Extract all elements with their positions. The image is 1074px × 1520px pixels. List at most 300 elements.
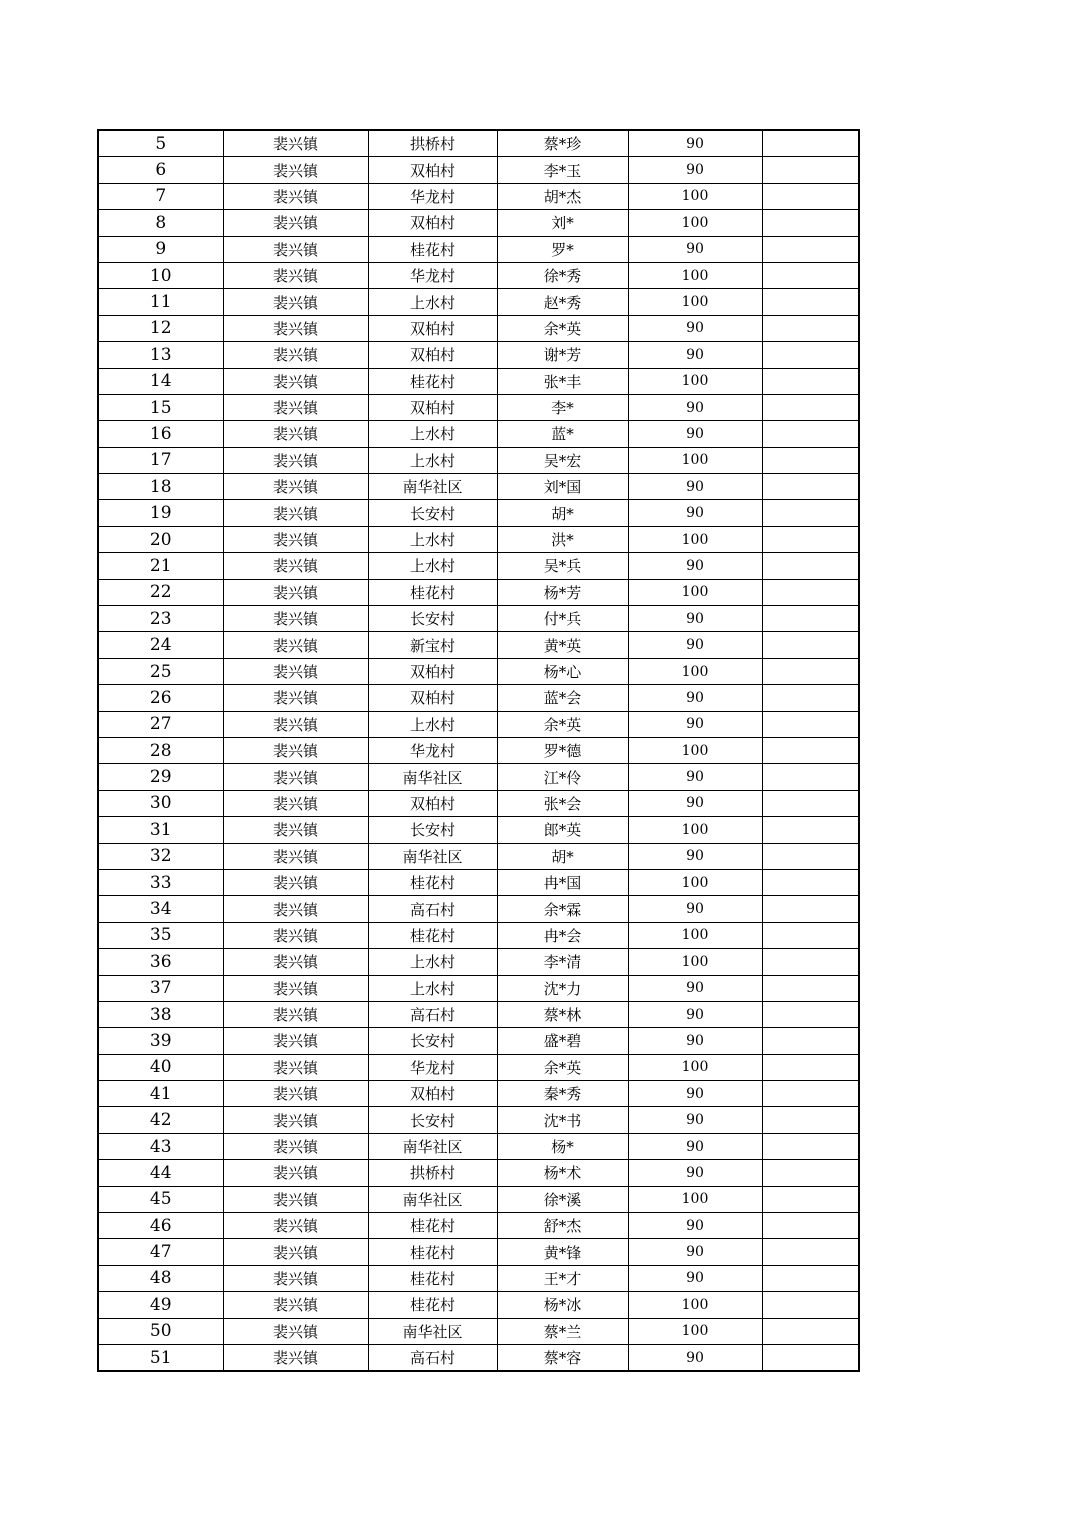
village-cell: 桂花村	[368, 922, 497, 948]
serial-number-cell: 45	[98, 1186, 223, 1212]
table-row	[98, 606, 859, 632]
table-row	[98, 368, 859, 394]
amount-cell: 90	[628, 1239, 762, 1265]
name-cell: 余*霖	[497, 896, 628, 922]
amount-cell: 90	[628, 1028, 762, 1054]
serial-number-cell: 6	[98, 157, 223, 183]
village-cell: 南华社区	[368, 764, 497, 790]
town-cell: 裴兴镇	[223, 236, 368, 262]
village-cell: 长安村	[368, 1028, 497, 1054]
serial-number-cell: 31	[98, 817, 223, 843]
amount-cell: 90	[628, 1133, 762, 1159]
village-cell: 华龙村	[368, 737, 497, 763]
serial-number-cell: 37	[98, 975, 223, 1001]
name-cell: 刘*	[497, 210, 628, 236]
amount-cell: 100	[628, 817, 762, 843]
serial-number-cell: 50	[98, 1318, 223, 1344]
serial-number-cell: 7	[98, 183, 223, 209]
amount-cell: 90	[628, 685, 762, 711]
name-cell: 张*会	[497, 790, 628, 816]
name-cell: 吴*兵	[497, 553, 628, 579]
town-cell: 裴兴镇	[223, 1107, 368, 1133]
village-cell: 长安村	[368, 1107, 497, 1133]
name-cell: 秦*秀	[497, 1081, 628, 1107]
serial-number-cell: 13	[98, 342, 223, 368]
table-row	[98, 1213, 859, 1239]
serial-number-cell: 36	[98, 949, 223, 975]
name-cell: 黄*英	[497, 632, 628, 658]
serial-number-cell: 30	[98, 790, 223, 816]
remark-cell	[762, 737, 859, 763]
remark-cell	[762, 1001, 859, 1027]
name-cell: 李*	[497, 394, 628, 420]
village-cell: 双柏村	[368, 658, 497, 684]
name-cell: 盛*碧	[497, 1028, 628, 1054]
amount-cell: 90	[628, 500, 762, 526]
remark-cell	[762, 342, 859, 368]
table-row	[98, 553, 859, 579]
town-cell: 裴兴镇	[223, 764, 368, 790]
remark-cell	[762, 1028, 859, 1054]
town-cell: 裴兴镇	[223, 394, 368, 420]
village-cell: 高石村	[368, 896, 497, 922]
table-row	[98, 394, 859, 420]
table-row	[98, 1160, 859, 1186]
remark-cell	[762, 526, 859, 552]
village-cell: 拱桥村	[368, 1160, 497, 1186]
serial-number-cell: 32	[98, 843, 223, 869]
village-cell: 双柏村	[368, 157, 497, 183]
town-cell: 裴兴镇	[223, 1001, 368, 1027]
village-cell: 上水村	[368, 421, 497, 447]
village-cell: 南华社区	[368, 1318, 497, 1344]
village-cell: 上水村	[368, 526, 497, 552]
amount-cell: 90	[628, 1001, 762, 1027]
serial-number-cell: 43	[98, 1133, 223, 1159]
amount-cell: 100	[628, 526, 762, 552]
serial-number-cell: 39	[98, 1028, 223, 1054]
village-cell: 桂花村	[368, 1213, 497, 1239]
town-cell: 裴兴镇	[223, 817, 368, 843]
name-cell: 蔡*容	[497, 1344, 628, 1371]
serial-number-cell: 5	[98, 130, 223, 157]
amount-cell: 90	[628, 1344, 762, 1371]
table-row	[98, 1107, 859, 1133]
town-cell: 裴兴镇	[223, 183, 368, 209]
village-cell: 双柏村	[368, 210, 497, 236]
amount-cell: 100	[628, 289, 762, 315]
serial-number-cell: 22	[98, 579, 223, 605]
name-cell: 冉*国	[497, 869, 628, 895]
table-row	[98, 342, 859, 368]
serial-number-cell: 27	[98, 711, 223, 737]
village-cell: 上水村	[368, 447, 497, 473]
name-cell: 蔡*珍	[497, 130, 628, 157]
village-cell: 双柏村	[368, 315, 497, 341]
amount-cell: 100	[628, 1318, 762, 1344]
table-row	[98, 579, 859, 605]
serial-number-cell: 12	[98, 315, 223, 341]
remark-cell	[762, 606, 859, 632]
remark-cell	[762, 553, 859, 579]
table-row	[98, 922, 859, 948]
serial-number-cell: 46	[98, 1213, 223, 1239]
remark-cell	[762, 210, 859, 236]
amount-cell: 90	[628, 975, 762, 1001]
serial-number-cell: 24	[98, 632, 223, 658]
amount-cell: 90	[628, 896, 762, 922]
serial-number-cell: 29	[98, 764, 223, 790]
town-cell: 裴兴镇	[223, 262, 368, 288]
remark-cell	[762, 764, 859, 790]
name-cell: 沈*书	[497, 1107, 628, 1133]
serial-number-cell: 16	[98, 421, 223, 447]
table-row	[98, 975, 859, 1001]
town-cell: 裴兴镇	[223, 315, 368, 341]
name-cell: 罗*德	[497, 737, 628, 763]
remark-cell	[762, 183, 859, 209]
remark-cell	[762, 157, 859, 183]
name-cell: 江*伶	[497, 764, 628, 790]
town-cell: 裴兴镇	[223, 1318, 368, 1344]
table-row	[98, 869, 859, 895]
name-cell: 杨*术	[497, 1160, 628, 1186]
serial-number-cell: 11	[98, 289, 223, 315]
table-body	[98, 130, 859, 1371]
serial-number-cell: 48	[98, 1265, 223, 1291]
amount-cell: 100	[628, 210, 762, 236]
table-row	[98, 658, 859, 684]
village-cell: 上水村	[368, 711, 497, 737]
serial-number-cell: 38	[98, 1001, 223, 1027]
name-cell: 冉*会	[497, 922, 628, 948]
name-cell: 罗*	[497, 236, 628, 262]
town-cell: 裴兴镇	[223, 1028, 368, 1054]
town-cell: 裴兴镇	[223, 606, 368, 632]
name-cell: 洪*	[497, 526, 628, 552]
table-row	[98, 474, 859, 500]
town-cell: 裴兴镇	[223, 685, 368, 711]
amount-cell: 90	[628, 315, 762, 341]
remark-cell	[762, 474, 859, 500]
amount-cell: 100	[628, 922, 762, 948]
table-row	[98, 1318, 859, 1344]
remark-cell	[762, 1160, 859, 1186]
remark-cell	[762, 368, 859, 394]
village-cell: 新宝村	[368, 632, 497, 658]
name-cell: 杨*	[497, 1133, 628, 1159]
amount-cell: 100	[628, 1054, 762, 1080]
table-row	[98, 183, 859, 209]
name-cell: 吴*宏	[497, 447, 628, 473]
serial-number-cell: 41	[98, 1081, 223, 1107]
village-cell: 上水村	[368, 289, 497, 315]
remark-cell	[762, 685, 859, 711]
town-cell: 裴兴镇	[223, 632, 368, 658]
remark-cell	[762, 632, 859, 658]
village-cell: 桂花村	[368, 1265, 497, 1291]
town-cell: 裴兴镇	[223, 289, 368, 315]
name-cell: 赵*秀	[497, 289, 628, 315]
village-cell: 上水村	[368, 553, 497, 579]
name-cell: 沈*力	[497, 975, 628, 1001]
amount-cell: 90	[628, 394, 762, 420]
remark-cell	[762, 896, 859, 922]
town-cell: 裴兴镇	[223, 711, 368, 737]
town-cell: 裴兴镇	[223, 500, 368, 526]
town-cell: 裴兴镇	[223, 1265, 368, 1291]
town-cell: 裴兴镇	[223, 922, 368, 948]
town-cell: 裴兴镇	[223, 1213, 368, 1239]
table-row	[98, 236, 859, 262]
name-cell: 舒*杰	[497, 1213, 628, 1239]
table-row	[98, 764, 859, 790]
town-cell: 裴兴镇	[223, 1186, 368, 1212]
amount-cell: 90	[628, 1081, 762, 1107]
remark-cell	[762, 658, 859, 684]
table-row	[98, 289, 859, 315]
name-cell: 蔡*林	[497, 1001, 628, 1027]
village-cell: 拱桥村	[368, 130, 497, 157]
amount-cell: 100	[628, 579, 762, 605]
name-cell: 谢*芳	[497, 342, 628, 368]
amount-cell: 100	[628, 183, 762, 209]
table-row	[98, 421, 859, 447]
remark-cell	[762, 289, 859, 315]
serial-number-cell: 33	[98, 869, 223, 895]
remark-cell	[762, 922, 859, 948]
remark-cell	[762, 790, 859, 816]
remark-cell	[762, 1292, 859, 1318]
table-row	[98, 210, 859, 236]
amount-cell: 100	[628, 1292, 762, 1318]
serial-number-cell: 25	[98, 658, 223, 684]
amount-cell: 100	[628, 368, 762, 394]
table-row	[98, 685, 859, 711]
amount-cell: 100	[628, 658, 762, 684]
town-cell: 裴兴镇	[223, 447, 368, 473]
amount-cell: 90	[628, 790, 762, 816]
remark-cell	[762, 975, 859, 1001]
village-cell: 桂花村	[368, 368, 497, 394]
town-cell: 裴兴镇	[223, 843, 368, 869]
remark-cell	[762, 1054, 859, 1080]
remark-cell	[762, 236, 859, 262]
village-cell: 华龙村	[368, 1054, 497, 1080]
amount-cell: 90	[628, 157, 762, 183]
amount-cell: 90	[628, 632, 762, 658]
village-cell: 双柏村	[368, 1081, 497, 1107]
remark-cell	[762, 817, 859, 843]
serial-number-cell: 18	[98, 474, 223, 500]
town-cell: 裴兴镇	[223, 368, 368, 394]
town-cell: 裴兴镇	[223, 949, 368, 975]
name-cell: 李*玉	[497, 157, 628, 183]
name-cell: 张*丰	[497, 368, 628, 394]
town-cell: 裴兴镇	[223, 1344, 368, 1371]
village-cell: 南华社区	[368, 1186, 497, 1212]
village-cell: 华龙村	[368, 262, 497, 288]
amount-cell: 90	[628, 421, 762, 447]
name-cell: 蔡*兰	[497, 1318, 628, 1344]
serial-number-cell: 21	[98, 553, 223, 579]
serial-number-cell: 17	[98, 447, 223, 473]
serial-number-cell: 19	[98, 500, 223, 526]
town-cell: 裴兴镇	[223, 526, 368, 552]
name-cell: 余*英	[497, 711, 628, 737]
table-row	[98, 157, 859, 183]
serial-number-cell: 9	[98, 236, 223, 262]
serial-number-cell: 40	[98, 1054, 223, 1080]
town-cell: 裴兴镇	[223, 975, 368, 1001]
town-cell: 裴兴镇	[223, 737, 368, 763]
table-row	[98, 1265, 859, 1291]
serial-number-cell: 14	[98, 368, 223, 394]
village-cell: 桂花村	[368, 1292, 497, 1318]
name-cell: 杨*心	[497, 658, 628, 684]
amount-cell: 90	[628, 764, 762, 790]
remark-cell	[762, 130, 859, 157]
amount-cell: 100	[628, 737, 762, 763]
town-cell: 裴兴镇	[223, 790, 368, 816]
amount-cell: 100	[628, 869, 762, 895]
town-cell: 裴兴镇	[223, 474, 368, 500]
town-cell: 裴兴镇	[223, 658, 368, 684]
serial-number-cell: 20	[98, 526, 223, 552]
amount-cell: 90	[628, 1213, 762, 1239]
town-cell: 裴兴镇	[223, 1239, 368, 1265]
town-cell: 裴兴镇	[223, 553, 368, 579]
amount-cell: 90	[628, 1160, 762, 1186]
village-cell: 双柏村	[368, 790, 497, 816]
remark-cell	[762, 394, 859, 420]
serial-number-cell: 47	[98, 1239, 223, 1265]
serial-number-cell: 15	[98, 394, 223, 420]
village-cell: 南华社区	[368, 843, 497, 869]
town-cell: 裴兴镇	[223, 130, 368, 157]
village-cell: 双柏村	[368, 342, 497, 368]
remark-cell	[762, 1081, 859, 1107]
name-cell: 付*兵	[497, 606, 628, 632]
village-cell: 上水村	[368, 975, 497, 1001]
village-cell: 桂花村	[368, 579, 497, 605]
town-cell: 裴兴镇	[223, 1133, 368, 1159]
remark-cell	[762, 500, 859, 526]
table-row	[98, 1344, 859, 1371]
table-row	[98, 737, 859, 763]
name-cell: 蓝*	[497, 421, 628, 447]
remark-cell	[762, 711, 859, 737]
remark-cell	[762, 1133, 859, 1159]
town-cell: 裴兴镇	[223, 1054, 368, 1080]
table-row	[98, 130, 859, 157]
amount-cell: 90	[628, 843, 762, 869]
amount-cell: 100	[628, 447, 762, 473]
table-row	[98, 711, 859, 737]
table-row	[98, 447, 859, 473]
village-cell: 桂花村	[368, 1239, 497, 1265]
amount-cell: 90	[628, 553, 762, 579]
table-row	[98, 1292, 859, 1318]
name-cell: 余*英	[497, 315, 628, 341]
village-cell: 双柏村	[368, 394, 497, 420]
remark-cell	[762, 579, 859, 605]
town-cell: 裴兴镇	[223, 1160, 368, 1186]
serial-number-cell: 44	[98, 1160, 223, 1186]
serial-number-cell: 26	[98, 685, 223, 711]
name-cell: 黄*锋	[497, 1239, 628, 1265]
amount-cell: 90	[628, 606, 762, 632]
name-cell: 蓝*会	[497, 685, 628, 711]
name-cell: 余*英	[497, 1054, 628, 1080]
amount-cell: 90	[628, 474, 762, 500]
remark-cell	[762, 843, 859, 869]
data-table	[97, 129, 860, 1372]
remark-cell	[762, 421, 859, 447]
amount-cell: 100	[628, 1186, 762, 1212]
village-cell: 双柏村	[368, 685, 497, 711]
town-cell: 裴兴镇	[223, 896, 368, 922]
town-cell: 裴兴镇	[223, 157, 368, 183]
serial-number-cell: 49	[98, 1292, 223, 1318]
table-row	[98, 843, 859, 869]
town-cell: 裴兴镇	[223, 342, 368, 368]
town-cell: 裴兴镇	[223, 1081, 368, 1107]
table-row	[98, 1133, 859, 1159]
amount-cell: 90	[628, 342, 762, 368]
table-row	[98, 1239, 859, 1265]
town-cell: 裴兴镇	[223, 579, 368, 605]
amount-cell: 90	[628, 711, 762, 737]
village-cell: 华龙村	[368, 183, 497, 209]
remark-cell	[762, 1265, 859, 1291]
town-cell: 裴兴镇	[223, 210, 368, 236]
serial-number-cell: 8	[98, 210, 223, 236]
village-cell: 桂花村	[368, 236, 497, 262]
remark-cell	[762, 869, 859, 895]
serial-number-cell: 35	[98, 922, 223, 948]
name-cell: 徐*秀	[497, 262, 628, 288]
amount-cell: 100	[628, 262, 762, 288]
serial-number-cell: 34	[98, 896, 223, 922]
town-cell: 裴兴镇	[223, 421, 368, 447]
name-cell: 徐*溪	[497, 1186, 628, 1212]
village-cell: 长安村	[368, 606, 497, 632]
name-cell: 郎*英	[497, 817, 628, 843]
village-cell: 上水村	[368, 949, 497, 975]
village-cell: 桂花村	[368, 869, 497, 895]
remark-cell	[762, 1107, 859, 1133]
serial-number-cell: 10	[98, 262, 223, 288]
table-row	[98, 262, 859, 288]
table-row	[98, 526, 859, 552]
remark-cell	[762, 949, 859, 975]
serial-number-cell: 42	[98, 1107, 223, 1133]
name-cell: 王*才	[497, 1265, 628, 1291]
remark-cell	[762, 1344, 859, 1371]
table-row	[98, 949, 859, 975]
village-cell: 南华社区	[368, 1133, 497, 1159]
amount-cell: 90	[628, 1265, 762, 1291]
name-cell: 李*清	[497, 949, 628, 975]
name-cell: 胡*杰	[497, 183, 628, 209]
table-row	[98, 817, 859, 843]
name-cell: 杨*冰	[497, 1292, 628, 1318]
remark-cell	[762, 1213, 859, 1239]
table-row	[98, 632, 859, 658]
village-cell: 长安村	[368, 500, 497, 526]
remark-cell	[762, 315, 859, 341]
